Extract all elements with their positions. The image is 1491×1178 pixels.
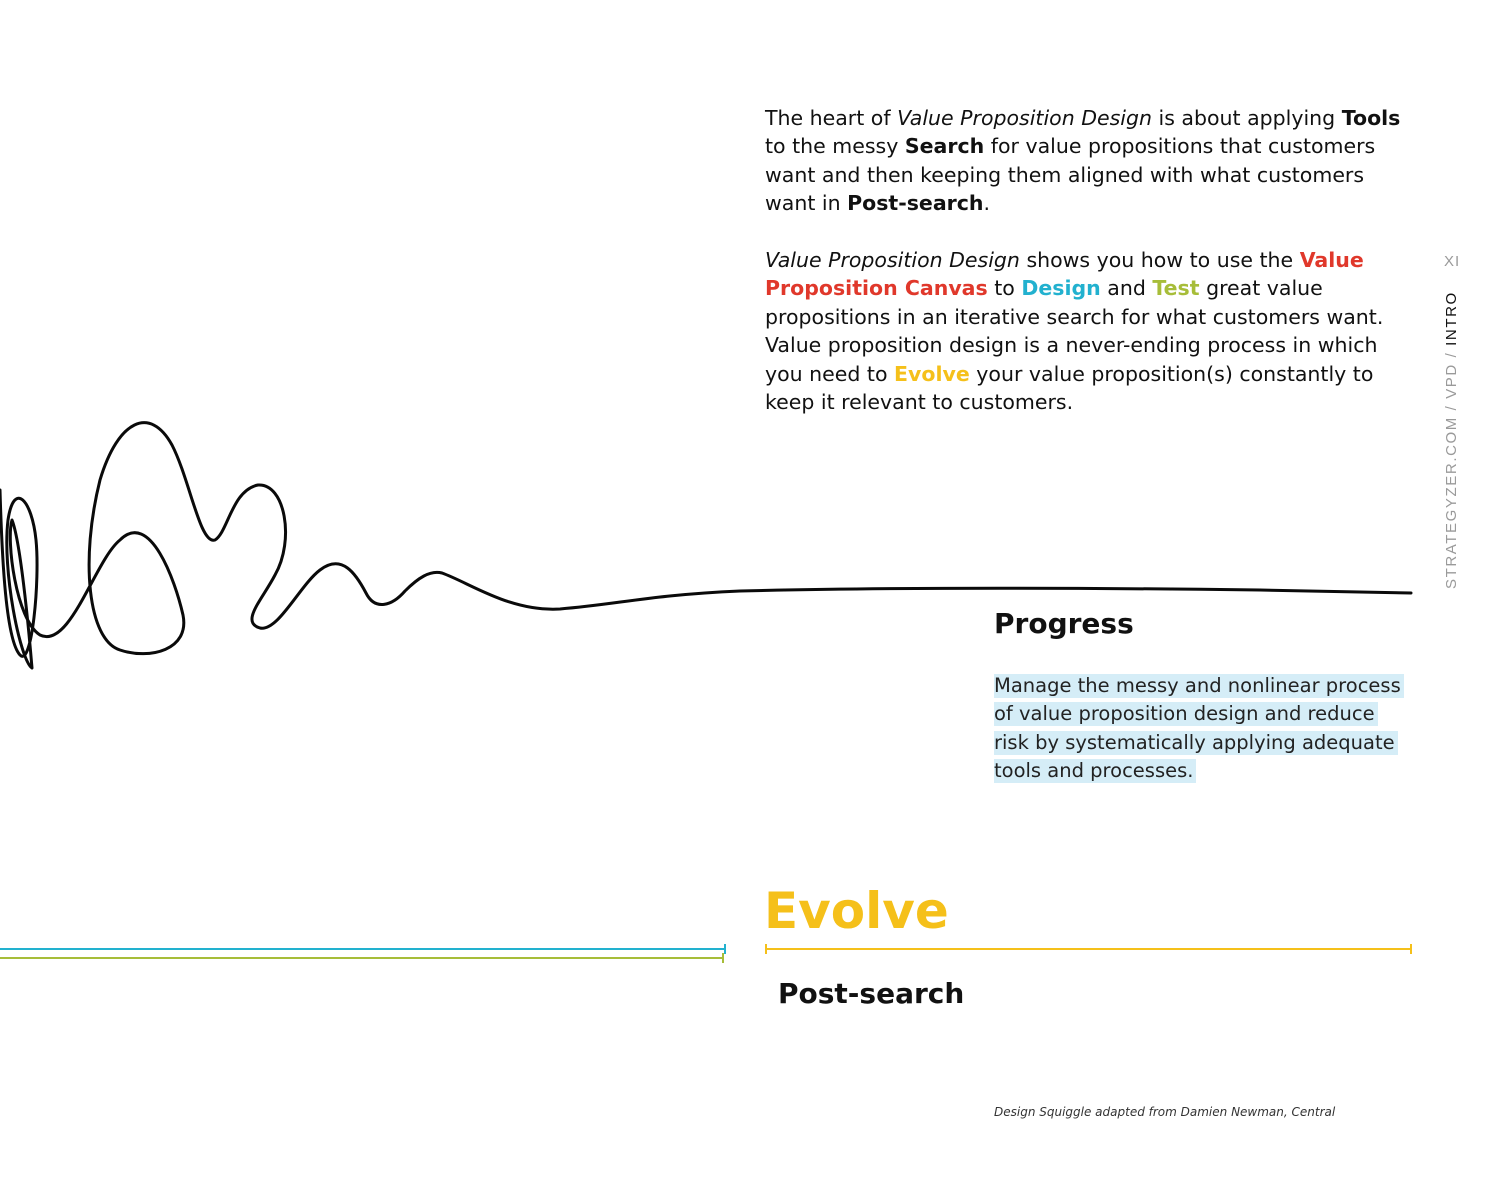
intro-text-run: for value propositions that customers want and then keeping them aligned with what customers want in [765, 134, 1376, 216]
evolve-rule [765, 948, 1412, 950]
intro-text-run: and [1100, 276, 1153, 301]
intro-text-run: is about applying [1152, 106, 1342, 130]
test-rule [0, 957, 724, 959]
intro-text-run: your value proposition(s) constantly to keep it relevant to customers. [765, 361, 1374, 415]
evolve-title: Evolve [764, 882, 949, 940]
keyword-search: Search [904, 134, 985, 159]
intro-text-run: to [987, 276, 1022, 301]
keyword-test: Test [1152, 276, 1200, 301]
post-search-title: Post-search [778, 977, 965, 1010]
keyword-evolve: Evolve [894, 361, 970, 386]
page-number: XI [1444, 253, 1461, 270]
intro-text-run: . [983, 191, 991, 216]
intro-text-run: to the messy [765, 134, 905, 159]
intro-text-run: great value propositions in an iterative search for what customers want. Value proposition design is a never-ending process in which you need to [765, 276, 1384, 386]
keyword-tools: Tools [1341, 106, 1401, 130]
keyword-design: Design [1021, 276, 1101, 301]
progress-description [994, 672, 1414, 786]
squiggle-line [0, 423, 1411, 668]
progress-title: Progress [994, 607, 1134, 640]
book-title: Value Proposition Design [765, 248, 1020, 273]
keyword-post-search: Post-search [847, 191, 984, 216]
intro-text-run: shows you how to use the [1019, 248, 1300, 273]
book-title: Value Proposition Design [897, 106, 1152, 130]
intro-text-run: The heart of [765, 106, 898, 130]
keyword-value-proposition-canvas: Value Proposition Canvas [765, 248, 1364, 301]
progress-description-text: Manage the messy and nonlinear process of value proposition design and reduce risk by systematically applying adequate tools and processes. [994, 674, 1404, 783]
breadcrumb-path: STRATEGYZER.COM / VPD / [1443, 345, 1460, 589]
image-credit: Design Squiggle adapted from Damien Newman, Central [994, 1105, 1336, 1119]
breadcrumb-current: INTRO [1443, 291, 1460, 346]
design-rule [0, 948, 726, 950]
